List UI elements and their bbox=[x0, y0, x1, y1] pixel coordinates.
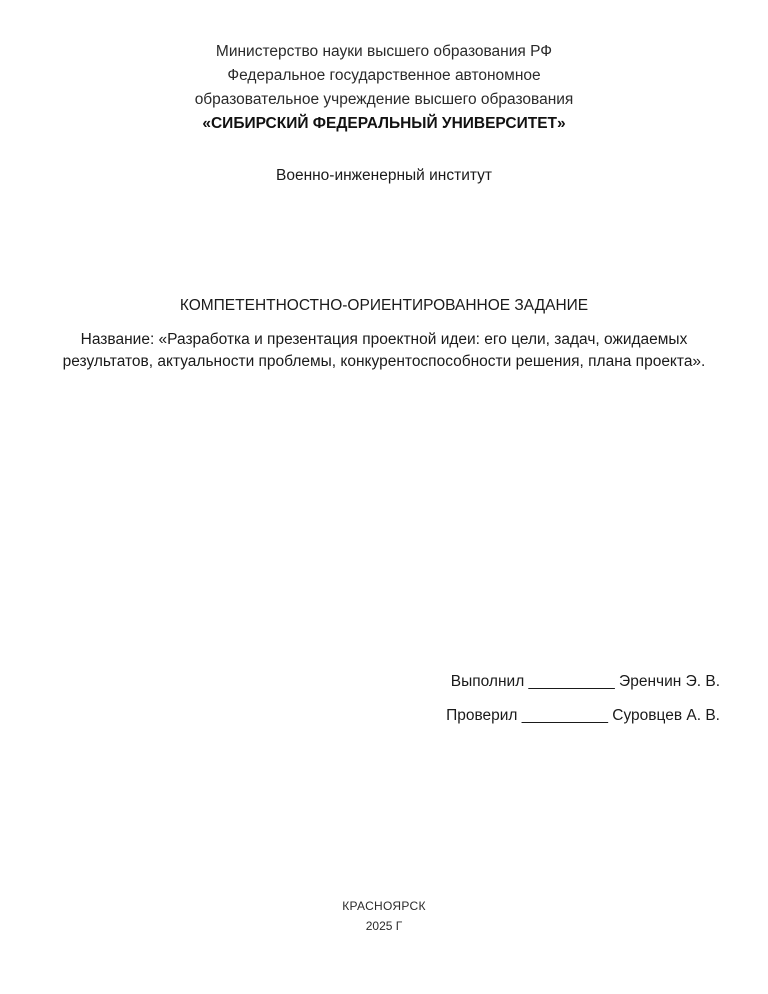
year: 2025 Г bbox=[365, 919, 403, 933]
checked-by-line: Проверил __________ Суровцев А. В. bbox=[446, 707, 720, 724]
task-title: КОМПЕТЕНТНОСТНО-ОРИЕНТИРОВАННОЕ ЗАДАНИЕ bbox=[179, 297, 589, 314]
institute-name: Военно-инженерный институт bbox=[275, 167, 492, 184]
institution-type-line: образовательное учреждение высшего образования bbox=[194, 91, 574, 108]
ministry-line: Министерство науки высшего образования РФ bbox=[215, 43, 553, 60]
performed-by-line: Выполнил __________ Эренчин Э. В. bbox=[450, 673, 720, 690]
university-name: «СИБИРСКИЙ ФЕДЕРАЛЬНЫЙ УНИВЕРСИТЕТ» bbox=[202, 115, 566, 132]
task-name: Название: «Разработка и презентация проектной идеи: его цели, задач, ожидаемых результатов, актуальности проблемы, конкурентоспособности решения, плана проекта». bbox=[62, 331, 706, 370]
federal-line: Федеральное государственное автономное bbox=[227, 67, 541, 84]
city: КРАСНОЯРСК bbox=[342, 899, 426, 913]
